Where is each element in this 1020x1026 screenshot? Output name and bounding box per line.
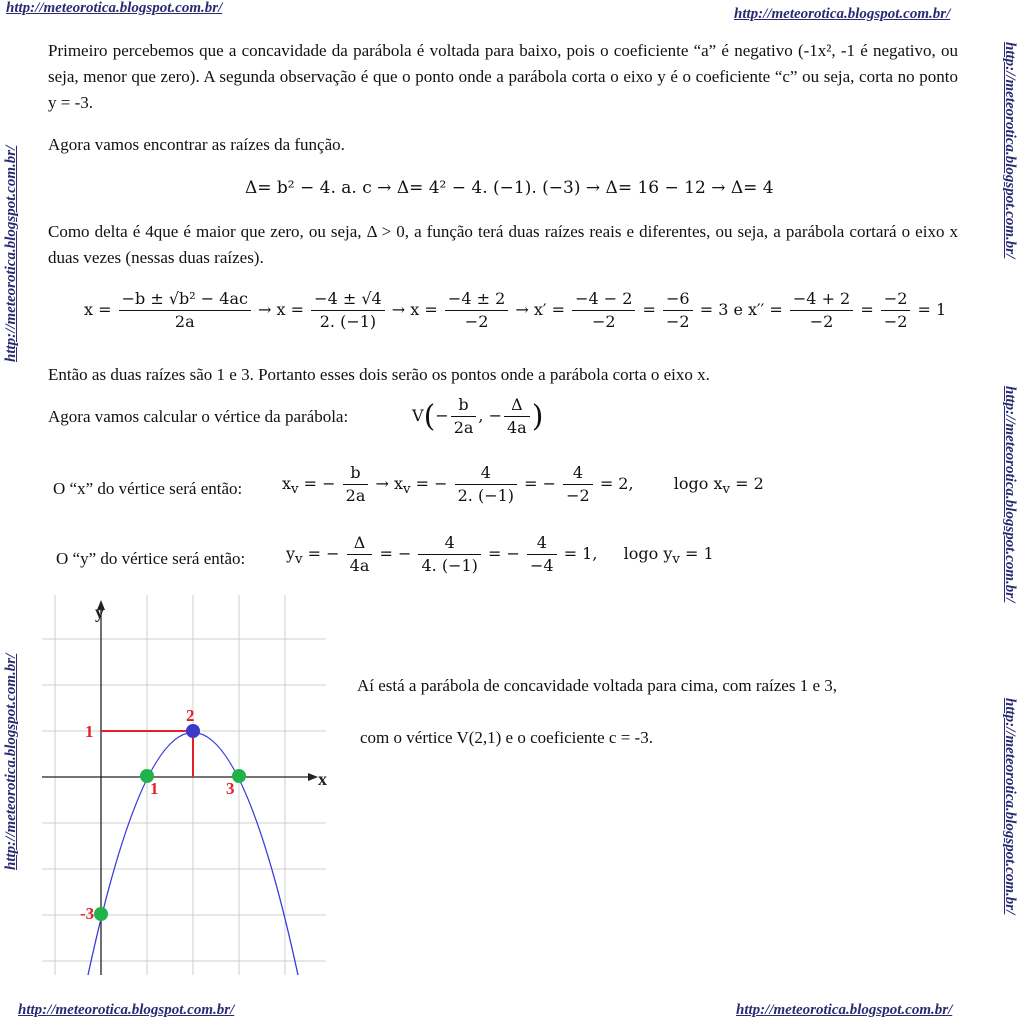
denominator: 4a [506,418,527,437]
denominator: −2 [464,312,489,331]
denominator: −2 [883,312,908,331]
label-minus-three: -3 [80,904,95,923]
numerator: 4 [563,462,593,485]
xv-sub: v [291,482,299,498]
paragraph-yv: O “y” do vértice será então: [56,549,246,568]
denominator: 2a [345,486,366,505]
x-axis-label: x [318,769,327,789]
paragraph-xv: O “x” do vértice será então: [53,479,243,498]
paragraph-roots-intro: Agora vamos encontrar as raízes da função. [48,135,345,154]
vertex-point [186,724,200,738]
yv-logo-result: = 1 [685,544,714,563]
denominator: 2a [174,312,195,331]
vertex-formula: V(− $\frac{b}{2a}$ , − $\frac{\Delta}{4a}$ ) [412,395,544,437]
y-intercept-point [94,907,108,921]
watermark-right-1[interactable]: http://meteorotica.blogspot.com.br/ [1002,42,1018,259]
numerator: 4 [418,532,480,555]
arrow-x: → x = [391,300,438,319]
denominator: 2a [453,418,474,437]
caption-line-1: Aí está a parábola de concavidade voltada para cima, com raízes 1 e 3, [357,676,838,695]
yv-result: = 1, [563,544,598,563]
xv-eq: = − [415,474,448,493]
label-root-one: 1 [150,779,159,798]
numerator: b [451,394,477,417]
watermark-right-2[interactable]: http://meteorotica.blogspot.com.br/ [1002,386,1018,603]
denominator: 4a [349,556,370,575]
x-axis-arrow-icon [308,773,318,781]
denominator: −2 [809,312,834,331]
equals: = [642,300,656,319]
numerator: −4 − 2 [572,288,635,311]
numerator: −4 ± 2 [445,288,508,311]
yv-sub: v [672,552,680,568]
yv-sub: v [295,552,303,568]
xv-logo-result: = 2 [735,474,764,493]
paragraph-delta-positive: Como delta é 4que é maior que zero, ou seja, Δ > 0, a função terá duas raízes reais e diferentes, ou seja, a parábola cortará o eixo x duas vezes (nessas duas raízes). [48,222,958,267]
xv-logo: logo x [673,474,723,493]
numerator: b [343,462,369,485]
watermark-left-lower[interactable]: http://meteorotica.blogspot.com.br/ [3,653,19,870]
x1-result: = 3 e x′′ = [699,300,783,319]
paragraph-concavity: Primeiro percebemos que a concavidade da parábola é voltada para baixo, pois o coeficiente “a” é negativo (-1x², -1 é negativo, ou seja, menor que zero). A segunda observação é que o ponto onde a parábola corta o eixo y é o coeficiente “c” ou seja, corta no ponto y = -3. [48,41,958,112]
denominator: −4 [530,556,554,575]
yv-lhs: y [286,544,296,563]
numerator: Δ [504,394,530,417]
bhaskara-x-label: x = [84,300,112,319]
paragraph-vertex: Agora vamos calcular o vértice da parábola: [48,407,349,426]
xv-result: = 2, [599,474,634,493]
label-vertex-two: 2 [186,706,195,725]
yv-eq: = − [379,544,412,563]
numerator: −b ± √b² − 4ac [119,288,251,311]
equals: = [860,300,874,319]
xv-lhs: x [282,474,292,493]
numerator: −2 [881,288,911,311]
watermark-right-3[interactable]: http://meteorotica.blogspot.com.br/ [1002,698,1018,915]
numerator: −4 ± √4 [311,288,385,311]
watermark-top-left[interactable]: http://meteorotica.blogspot.com.br/ [6,0,223,16]
xv-eq: = − [303,474,336,493]
label-y-one: 1 [85,722,94,741]
xv-sub: v [722,482,731,498]
denominator: −2 [566,486,590,505]
watermark-bottom-right[interactable]: http://meteorotica.blogspot.com.br/ [736,1002,953,1018]
label-root-three: 3 [226,779,235,798]
watermark-top-right[interactable]: http://meteorotica.blogspot.com.br/ [734,6,951,22]
yv-logo: logo y [623,544,673,563]
vertex-letter: V [412,406,424,425]
caption-line-2: com o vértice V(2,1) e o coeficiente c = -3. [360,728,653,747]
numerator: −4 + 2 [790,288,853,311]
watermark-bottom-left[interactable]: http://meteorotica.blogspot.com.br/ [18,1002,235,1018]
denominator: 2. (−1) [457,486,515,505]
arrow-x-prime: → x′ = [515,300,565,319]
x2-result: = 1 [917,300,947,319]
denominator: −2 [666,312,690,331]
denominator: −2 [591,312,616,331]
arrow-x: → x = [258,300,305,319]
xv-eq: = − [524,474,557,493]
xv-sub: v [402,482,411,498]
numerator: −6 [663,288,693,311]
delta-formula: Δ= b² − 4. a. c → Δ= 4² − 4. (−1). (−3) → Δ= 16 − 12 → Δ= 4 [245,178,774,198]
xv-arrow: → x [375,474,403,493]
numerator: 4 [527,532,557,555]
watermark-left-upper[interactable]: http://meteorotica.blogspot.com.br/ [3,145,19,362]
numerator: Δ [347,532,373,555]
paragraph-roots-result: Então as duas raízes são 1 e 3. Portanto esses dois serão os pontos onde a parábola corta o eixo x. [48,365,710,384]
yv-eq: = − [488,544,520,563]
numerator: 4 [455,462,517,485]
denominator: 2. (−1) [319,312,377,331]
y-axis-label: y [95,602,104,622]
yv-eq: = − [307,544,340,563]
denominator: 4. (−1) [421,556,478,575]
